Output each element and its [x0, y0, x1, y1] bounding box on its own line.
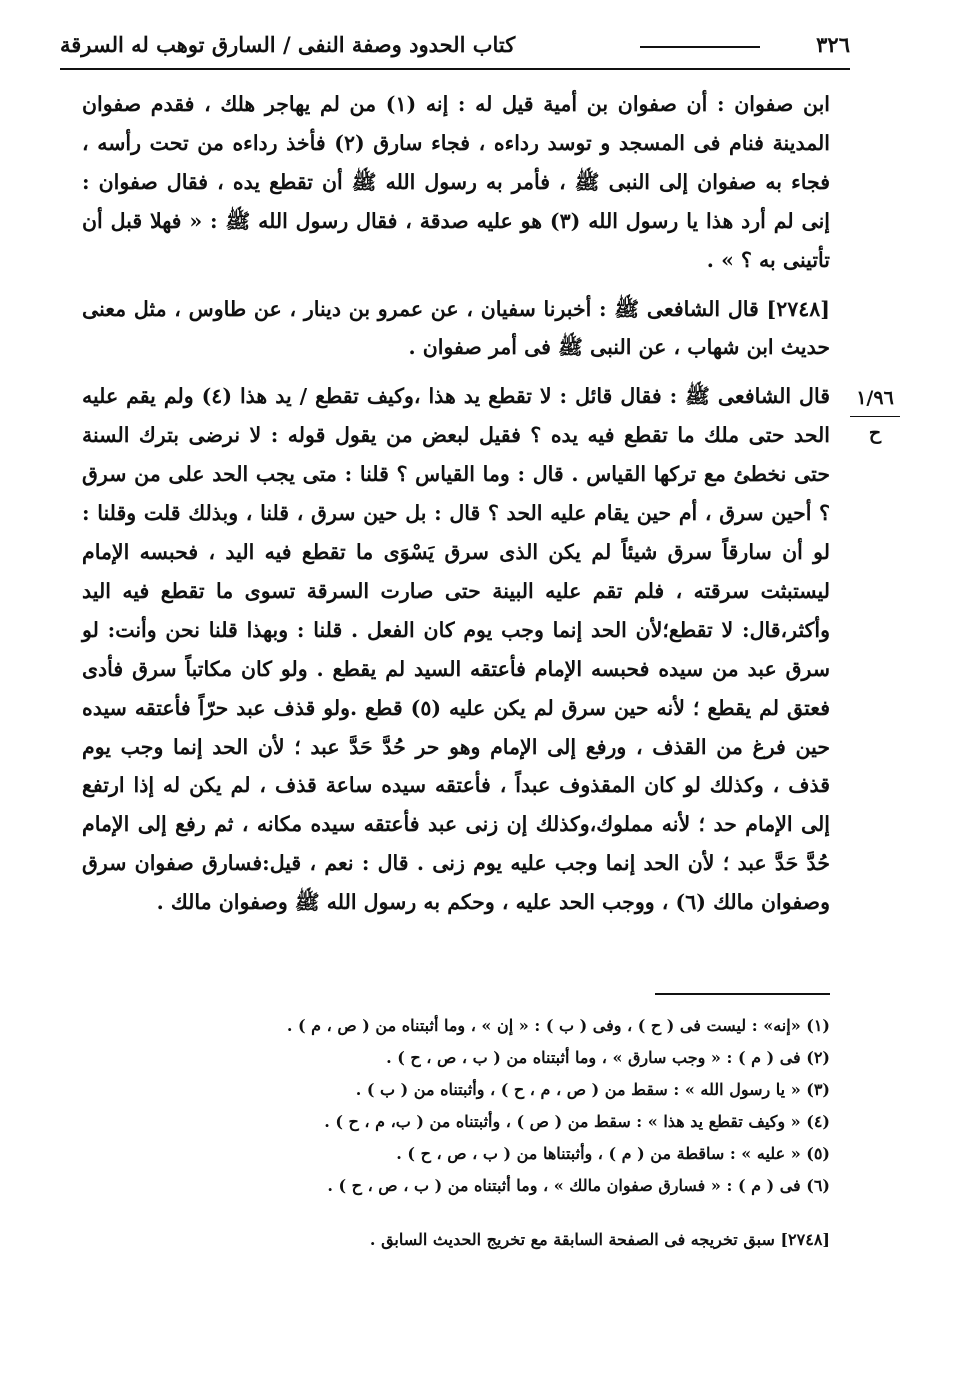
- hadith-reference-note: [٢٧٤٨] سبق تخريجه فى الصفحة السابقة مع تخريج الحديث السابق .: [369, 1230, 830, 1249]
- footnote: (٦) فى ( م ) : « فسارق صفوان مالك » ، وما أثبتناه من ( ب ، ص ، ح ) .: [327, 1176, 830, 1195]
- footnote: (٥) « عليه » : ساقطة من ( م ) ، وأثبتناها من ( ب ، ص ، ح ) .: [396, 1144, 830, 1163]
- folio-number: ١/٩٦: [850, 382, 900, 417]
- footnotes: [260, 1010, 830, 1202]
- paragraph: [٢٧٤٨] قال الشافعى ﷺ : أخبرنا سفيان ، عن عمرو بن دينار ، عن طاوس ، مثل معنى حديث ابن شهاب ، عن النبى ﷺ فى أمر صفوان .: [82, 296, 830, 360]
- footnote: (٣) « يا رسول الله » : سقط من ( ص ، م ، ح ) ، وأثبتناه من ( ب ) .: [355, 1080, 830, 1099]
- running-title: كتاب الحدود وصفة النفى / السارق توهب له السرقة: [60, 32, 516, 57]
- header-dash: [640, 46, 760, 48]
- paragraph: قال الشافعى ﷺ : فقال قائل : لا تقطع يد هذا ،وكيف تقطع / يد هذا (٤) ولم يقم عليه الحد حتى ملك ما تقطع فيه يده ؟ فقيل لبعض من يقول قوله : لا نرضى بترك السنة حتى نخطئ مع تركها القياس . قال : وما القياس ؟ قلنا : متى يجب الحد على من سرق ؟ أحين سرق ، أم حين يقام عليه الحد ؟ قال : بل حين سرق ، قلنا ، وبذلك قلت وقلنا : لو أن سارقاً سرق شيئاً لم يكن الذى سرق يَسْوَى ما تقطع فيه اليد ، فحبسه الإمام ليستبثت سرقته ، فلم تقم عليه البينة حتى صارت السرقة تسوى ما تقطع فيه اليد وأكثر،قال: لا تقطع؛لأن الحد إنما وجب يوم كان الفعل . قلنا : وبهذا قلنا نحن وأنت: لو سرق عبد من سيده فحبسه الإمام فأعتقه السيد لم يقطع . ولو كان مكاتباً سرق فأدى فعتق لم يقطع ؛ لأنه حين سرق لم يكن عليه (٥) قطع .ولو قذف عبد حرّاً فأعتقه سيده حين فرغ من القذف ، ورفع إلى الإمام وهو حر حُدَّ حَدَّ عبد ؛ لأن الحد إنما وجب يوم قذف ، وكذلك لو كان المقذوف عبداً ، فأعتقه سيده ساعة قذف ، لم يكن له إذا ارتفع إلى الإمام حد ؛ لأنه مملوك،وكذلك إن زنى عبد فأعتقه سيده مكانه ، ثم رفع إلى الإمام حُدَّ حَدَّ عبد ؛ لأن الحد إنما وجب عليه يوم زنى . قال : نعم ، قيل:فسارق صفوان سرق وصفوان مالك (٦) ، ووجب الحد عليه ، وحكم به رسول الله ﷺ وصفوان مالك .: [82, 384, 830, 915]
- main-text: [82, 85, 830, 922]
- footnote: (١) «إنه» : ليست فى ( ح ) ، وفى ( ب ) : « إن » ، وما أثبتناه من ( ص ، م ) .: [286, 1016, 830, 1035]
- page-header: [60, 28, 850, 70]
- footnote: (٢) فى ( م ) : « وجب سارق » ، وما أثبتناه من ( ب ، ص ، ح ) .: [386, 1048, 830, 1067]
- manuscript-siglum: ح: [868, 422, 882, 444]
- footnote-separator: [655, 993, 830, 995]
- manuscript-folio-note: [850, 382, 900, 449]
- footnote: (٤) « وكيف تقطع يد هذا » : سقط من ( ص ) ، وأثبتناه من ( ب، م ، ح ) .: [324, 1112, 830, 1131]
- paragraph: ابن صفوان : أن صفوان بن أمية قيل له : إنه (١) من لم يهاجر هلك ، فقدم صفوان المدينة فنام فى المسجد و توسد رداءه ، فجاء سارق (٢) فأخذ رداءه من تحت رأسه ، فجاء به صفوان إلى النبى ﷺ ، فأمر به رسول الله ﷺ أن تقطع يده ، فقال صفوان : إنى لم أرد هذا يا رسول الله (٣) هو عليه صدقة ، فقال رسول الله ﷺ : « فهلا قبل أن تأتينى به ؟ » .: [82, 92, 831, 272]
- page-number: ٣٢٦: [816, 32, 850, 57]
